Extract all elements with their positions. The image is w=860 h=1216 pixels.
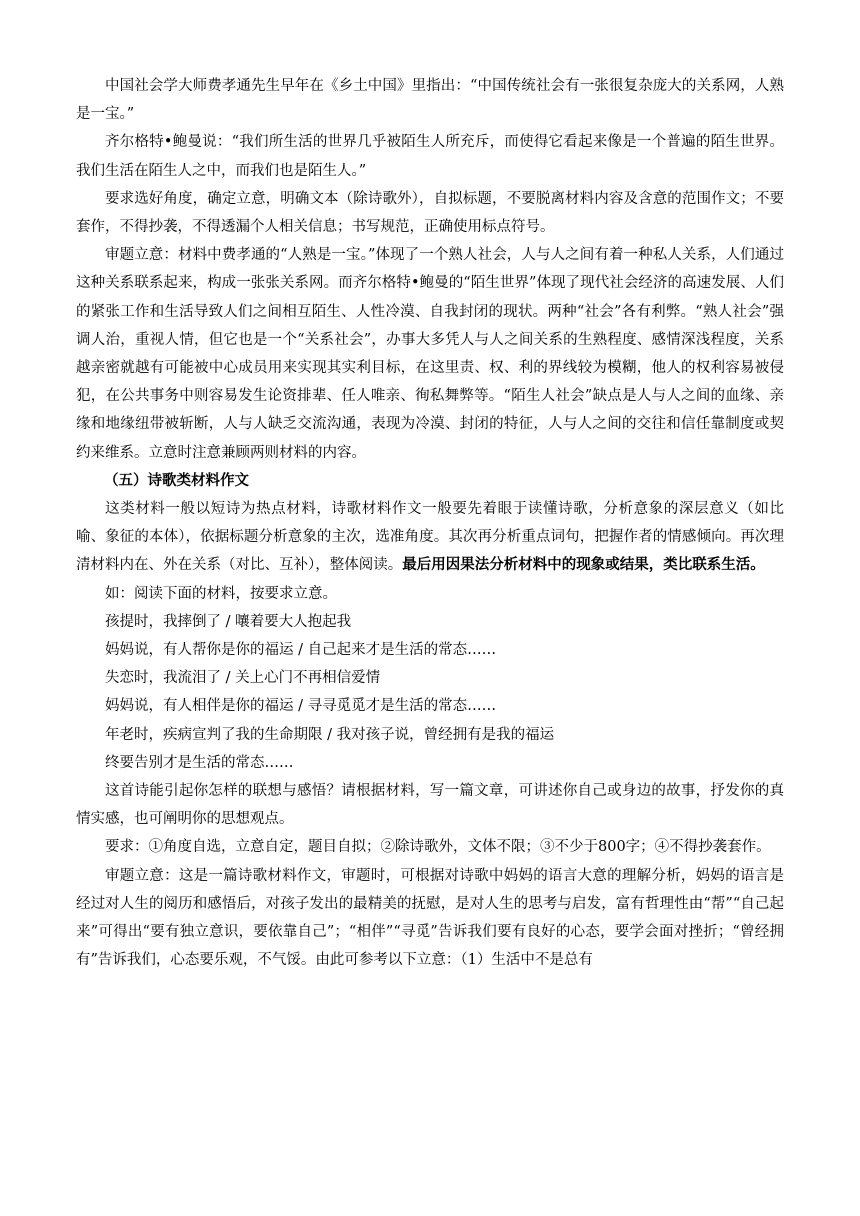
poem-line: 失恋时，我流泪了 / 关上心门不再相信爱情: [105, 670, 381, 687]
intro-bold-text: 最后用因果法分析材料中的现象或结果，类比联系生活。: [402, 556, 765, 574]
paragraph-analysis-2: 审题立意：这是一篇诗歌材料作文，审题时，可根据对诗歌中妈妈的语言大意的理解分析，妈妈的语言是经过对人生的阅历和感悟后，对孩子发出的最精美的抚慰，是对人生的思考与启发，富有哲理性由“帮”“自己起来”可得出“要有独立意识，要依靠自己”；“相伴”“寻觅”告诉我们要有良好的心态，要学会面对挫折；“曾经拥有”告诉我们，心态要乐观，不气馁。由此可参考以下立意：（1）生活中不是总有: [76, 867, 784, 969]
paragraph-analysis-1: 审题立意：材料中费孝通的“人熟是一宝。”体现了一个熟人社会，人与人之间有着一种私人关系，人们通过这种关系联系起来，构成一张张关系网。而齐尔格特•鲍曼的“陌生世界”体现了现代社会经济的高速发展、人们的紧张工作和生活导致人们之间相互陌生、人性冷漠、自我封闭的现状。两种“社会”各有利弊。“熟人社会”强调人治，重视人情，但它也是一个“关系社会”，办事大多凭人与人之间关系的生熟程度、感情深浅程度，关系越亲密就越有可能被中心成员用来实现其实利目标，在这里责、权、利的界线较为模糊，他人的权利容易被侵犯，在公共事务中则容易发生论资排辈、任人唯亲、徇私舞弊等。“陌生人社会”缺点是人与人之间的血缘、亲缘和地缘纽带被斩断，人与人缺乏交流沟通，表现为冷漠、封闭的特征，人与人之间的交往和信任靠制度或契约来维系。立意时注意兼顾两则材料的内容。: [76, 247, 784, 461]
example-lead: 如：阅读下面的材料，按要求立意。: [105, 585, 337, 602]
paragraph-fei-xiaotong: 中国社会学大师费孝通先生早年在《乡土中国》里指出：“中国传统社会有一张很复杂庞大的关系网，人熟是一宝。”: [76, 78, 784, 123]
paragraph-requirements: 要求选好角度，确定立意，明确文本（除诗歌外），自拟标题，不要脱离材料内容及含意的范围作文；不要套作，不得抄袭，不得透漏个人相关信息；书写规范，正确使用标点符号。: [76, 190, 784, 236]
paragraph-question: 这首诗能引起你怎样的联想与感悟？请根据材料，写一篇文章，可讲述你自己或身边的故事，抒发你的真情实感，也可阐明你的思想观点。: [76, 783, 784, 828]
poem-line: 妈妈说，有人相伴是你的福运 / 寻寻觅觅才是生活的常态……: [105, 698, 497, 715]
intro-text: 这类材料一般以短诗为热点材料，诗歌材料作文一般要先着眼于读懂诗歌，分析意象的深层意义（如比喻、象征的本体），依据标题分析意象的主次，选准角度。其次再分析重点词句，把握作者的情感倾向。再次理清材料内在、外在关系（对比、互补），整体阅读。: [76, 501, 784, 574]
poem-line: 妈妈说，有人帮你是你的福运 / 自己起来才是生活的常态……: [105, 642, 497, 659]
poem-line: 孩提时，我摔倒了 / 嚷着要大人抱起我: [105, 613, 352, 630]
poem-line: 终要告别才是生活的常态……: [105, 754, 294, 771]
paragraph-intro: [76, 495, 784, 580]
paragraph-bauman: 齐尔格特•鲍曼说：“我们所生活的世界几乎被陌生人所充斥，而使得它看起来像是一个普遍的陌生世界。我们生活在陌生人之中，而我们也是陌生人。”: [76, 134, 784, 179]
section-heading: （五）诗歌类材料作文: [104, 471, 249, 489]
paragraph-requirement: 要求：①角度自选，立意自定，题目自拟；②除诗歌外，文体不限；③不少于800字；④不得抄袭套作。: [105, 839, 771, 856]
document-page: [76, 72, 784, 975]
poem-line: 年老时，疾病宣判了我的生命期限 / 我对孩子说，曾经拥有是我的福运: [105, 726, 555, 743]
